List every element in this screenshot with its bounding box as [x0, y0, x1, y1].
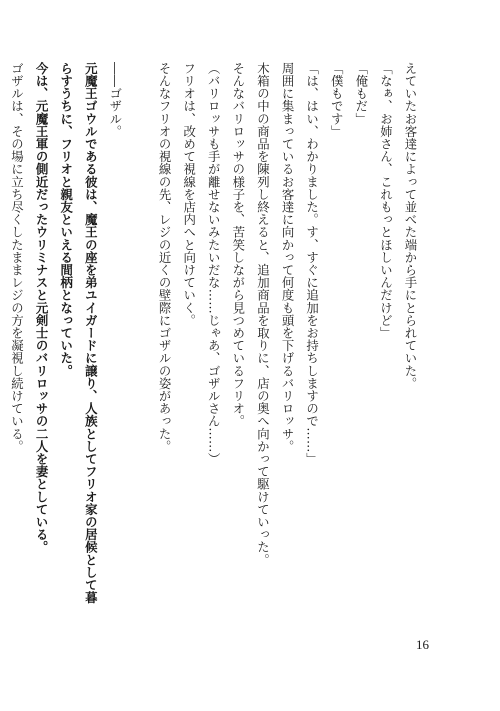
- text-line-14: らすうちに、フリオと親友といえる間柄となっていた。: [58, 62, 74, 377]
- vertical-text-body: [4, 62, 422, 622]
- text-line-15: 今は、元魔王軍の側近だったウリミナスと元剣士のバリロッサの二人を妻としている。: [34, 62, 50, 554]
- text-line-13: 元魔王ゴウルである彼は、魔王の座を弟ユイガードに譲り、人族としてフリオ家の居候として暮: [83, 62, 99, 604]
- text-line-9: （バリロッサも手が離せないみたいだな……じゃあ、ゴザルさん……）: [206, 62, 222, 466]
- text-line-10: フリオは、改めて視線を店内へと向けていく。: [181, 62, 197, 327]
- text-line-5: 「は、はい、わかりました。す、すぐに追加をお持ちしますので……」: [304, 62, 320, 466]
- text-line-2: 「なぁ、お姉さん、これもっとほしいんだけど」: [378, 62, 394, 340]
- section-gap: [127, 62, 152, 622]
- text-line-1: えていたお客達によって並べた端から手にとられていた。: [403, 62, 418, 390]
- text-line-7: 木箱の中の商品を陳列し終えると、追加商品を取りに、店の奥へ向かって駆けていった。: [255, 62, 271, 566]
- page-number: 16: [416, 637, 429, 652]
- text-line-12: ――ゴザル。: [107, 62, 123, 138]
- text-line-6: 周囲に集まっているお客達に向かって何度も頭を下げるバリロッサ。: [280, 62, 296, 453]
- text-line-8: そんなバリロッサの様子を、苦笑しながら見つめているフリオ。: [230, 62, 246, 428]
- text-line-16: ゴザルは、その場に立ち尽くしたままレジの方を凝視し続けている。: [9, 62, 25, 453]
- text-line-3: 「俺もだ」: [353, 62, 369, 125]
- text-line-4: 「僕もです」: [329, 62, 345, 138]
- text-line-11: そんなフリオの視線の先、レジの近くの壁際にゴザルの姿があった。: [157, 62, 173, 453]
